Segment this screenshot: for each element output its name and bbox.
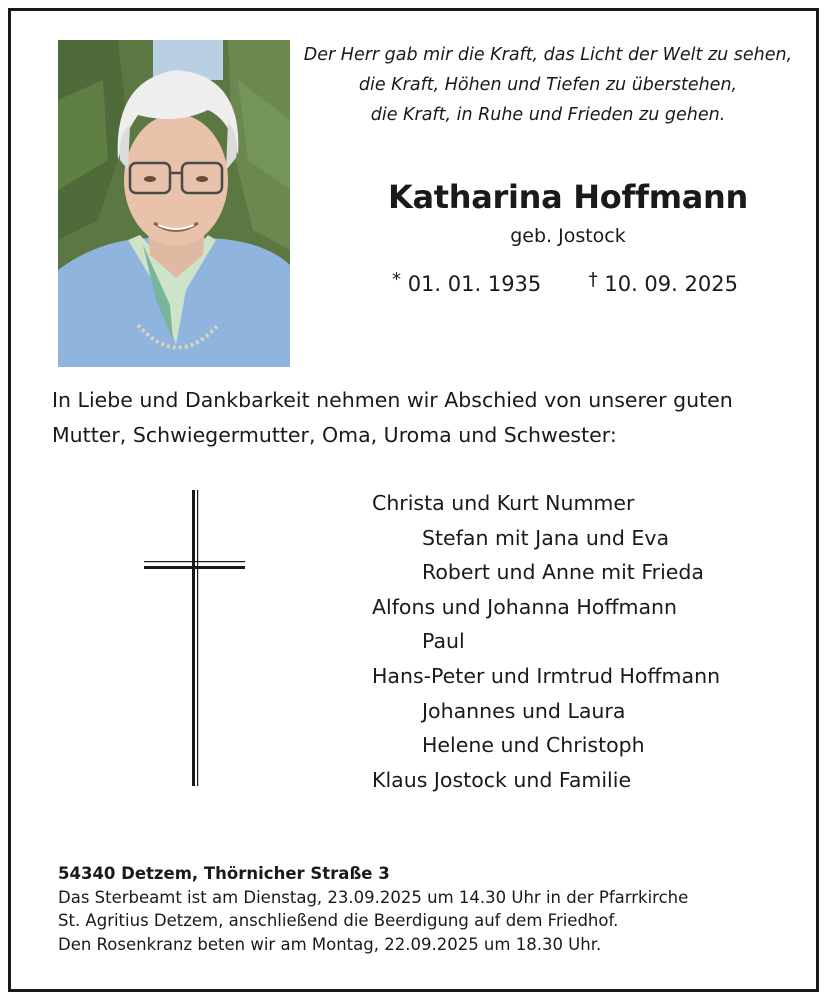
quote-line: die Kraft, in Ruhe und Frieden zu gehen. — [370, 105, 726, 125]
portrait-photo — [58, 40, 290, 367]
mourners-list — [372, 486, 720, 797]
intro-line: Mutter, Schwiegermutter, Oma, Uroma und Schwester: — [52, 423, 617, 447]
death-date: 10. 09. 2025 — [604, 272, 738, 296]
intro-line: In Liebe und Dankbarkeit nehmen wir Abschied von unserer guten — [52, 388, 733, 412]
mourner-entry: Christa und Kurt Nummer — [372, 491, 635, 515]
birth-date: 01. 01. 1935 — [407, 272, 542, 296]
mourner-entry: Hans-Peter und Irmtrud Hoffmann — [372, 663, 721, 688]
service-info — [58, 862, 808, 956]
mourner-entry: Robert und Anne mit Frieda — [422, 560, 704, 585]
mourner-entry: Klaus Jostock und Familie — [372, 767, 632, 792]
quote-verse — [298, 40, 798, 130]
mourner-entry: Helene und Christoph — [422, 733, 645, 758]
maiden-name: geb. Jostock — [510, 225, 626, 247]
death-cross-icon: † — [588, 269, 598, 290]
quote-line: Der Herr gab mir die Kraft, das Licht der Welt zu sehen, — [303, 45, 793, 65]
service-line: Das Sterbeamt ist am Dienstag, 23.09.2025 um 14.30 Uhr in der Pfarrkirche — [58, 887, 689, 907]
mourner-entry: Stefan mit Jana und Eva — [422, 525, 670, 550]
family-address: 54340 Detzem, Thörnicher Straße 3 — [58, 864, 390, 883]
life-dates — [392, 269, 738, 296]
service-line: St. Agritius Detzem, anschließend die Beerdigung auf dem Friedhof. — [58, 911, 619, 930]
service-line: Den Rosenkranz beten wir am Montag, 22.09.2025 um 18.30 Uhr. — [58, 934, 602, 954]
mourner-entry: Paul — [422, 629, 465, 654]
cross-icon — [140, 488, 250, 788]
farewell-intro — [52, 383, 792, 453]
birth-star-icon: * — [392, 269, 401, 290]
quote-line: die Kraft, Höhen und Tiefen zu überstehen, — [358, 75, 738, 95]
mourner-entry: Alfons und Johanna Hoffmann — [372, 594, 677, 619]
deceased-name: Katharina Hoffmann — [387, 178, 749, 216]
mourner-entry: Johannes und Laura — [422, 698, 626, 723]
